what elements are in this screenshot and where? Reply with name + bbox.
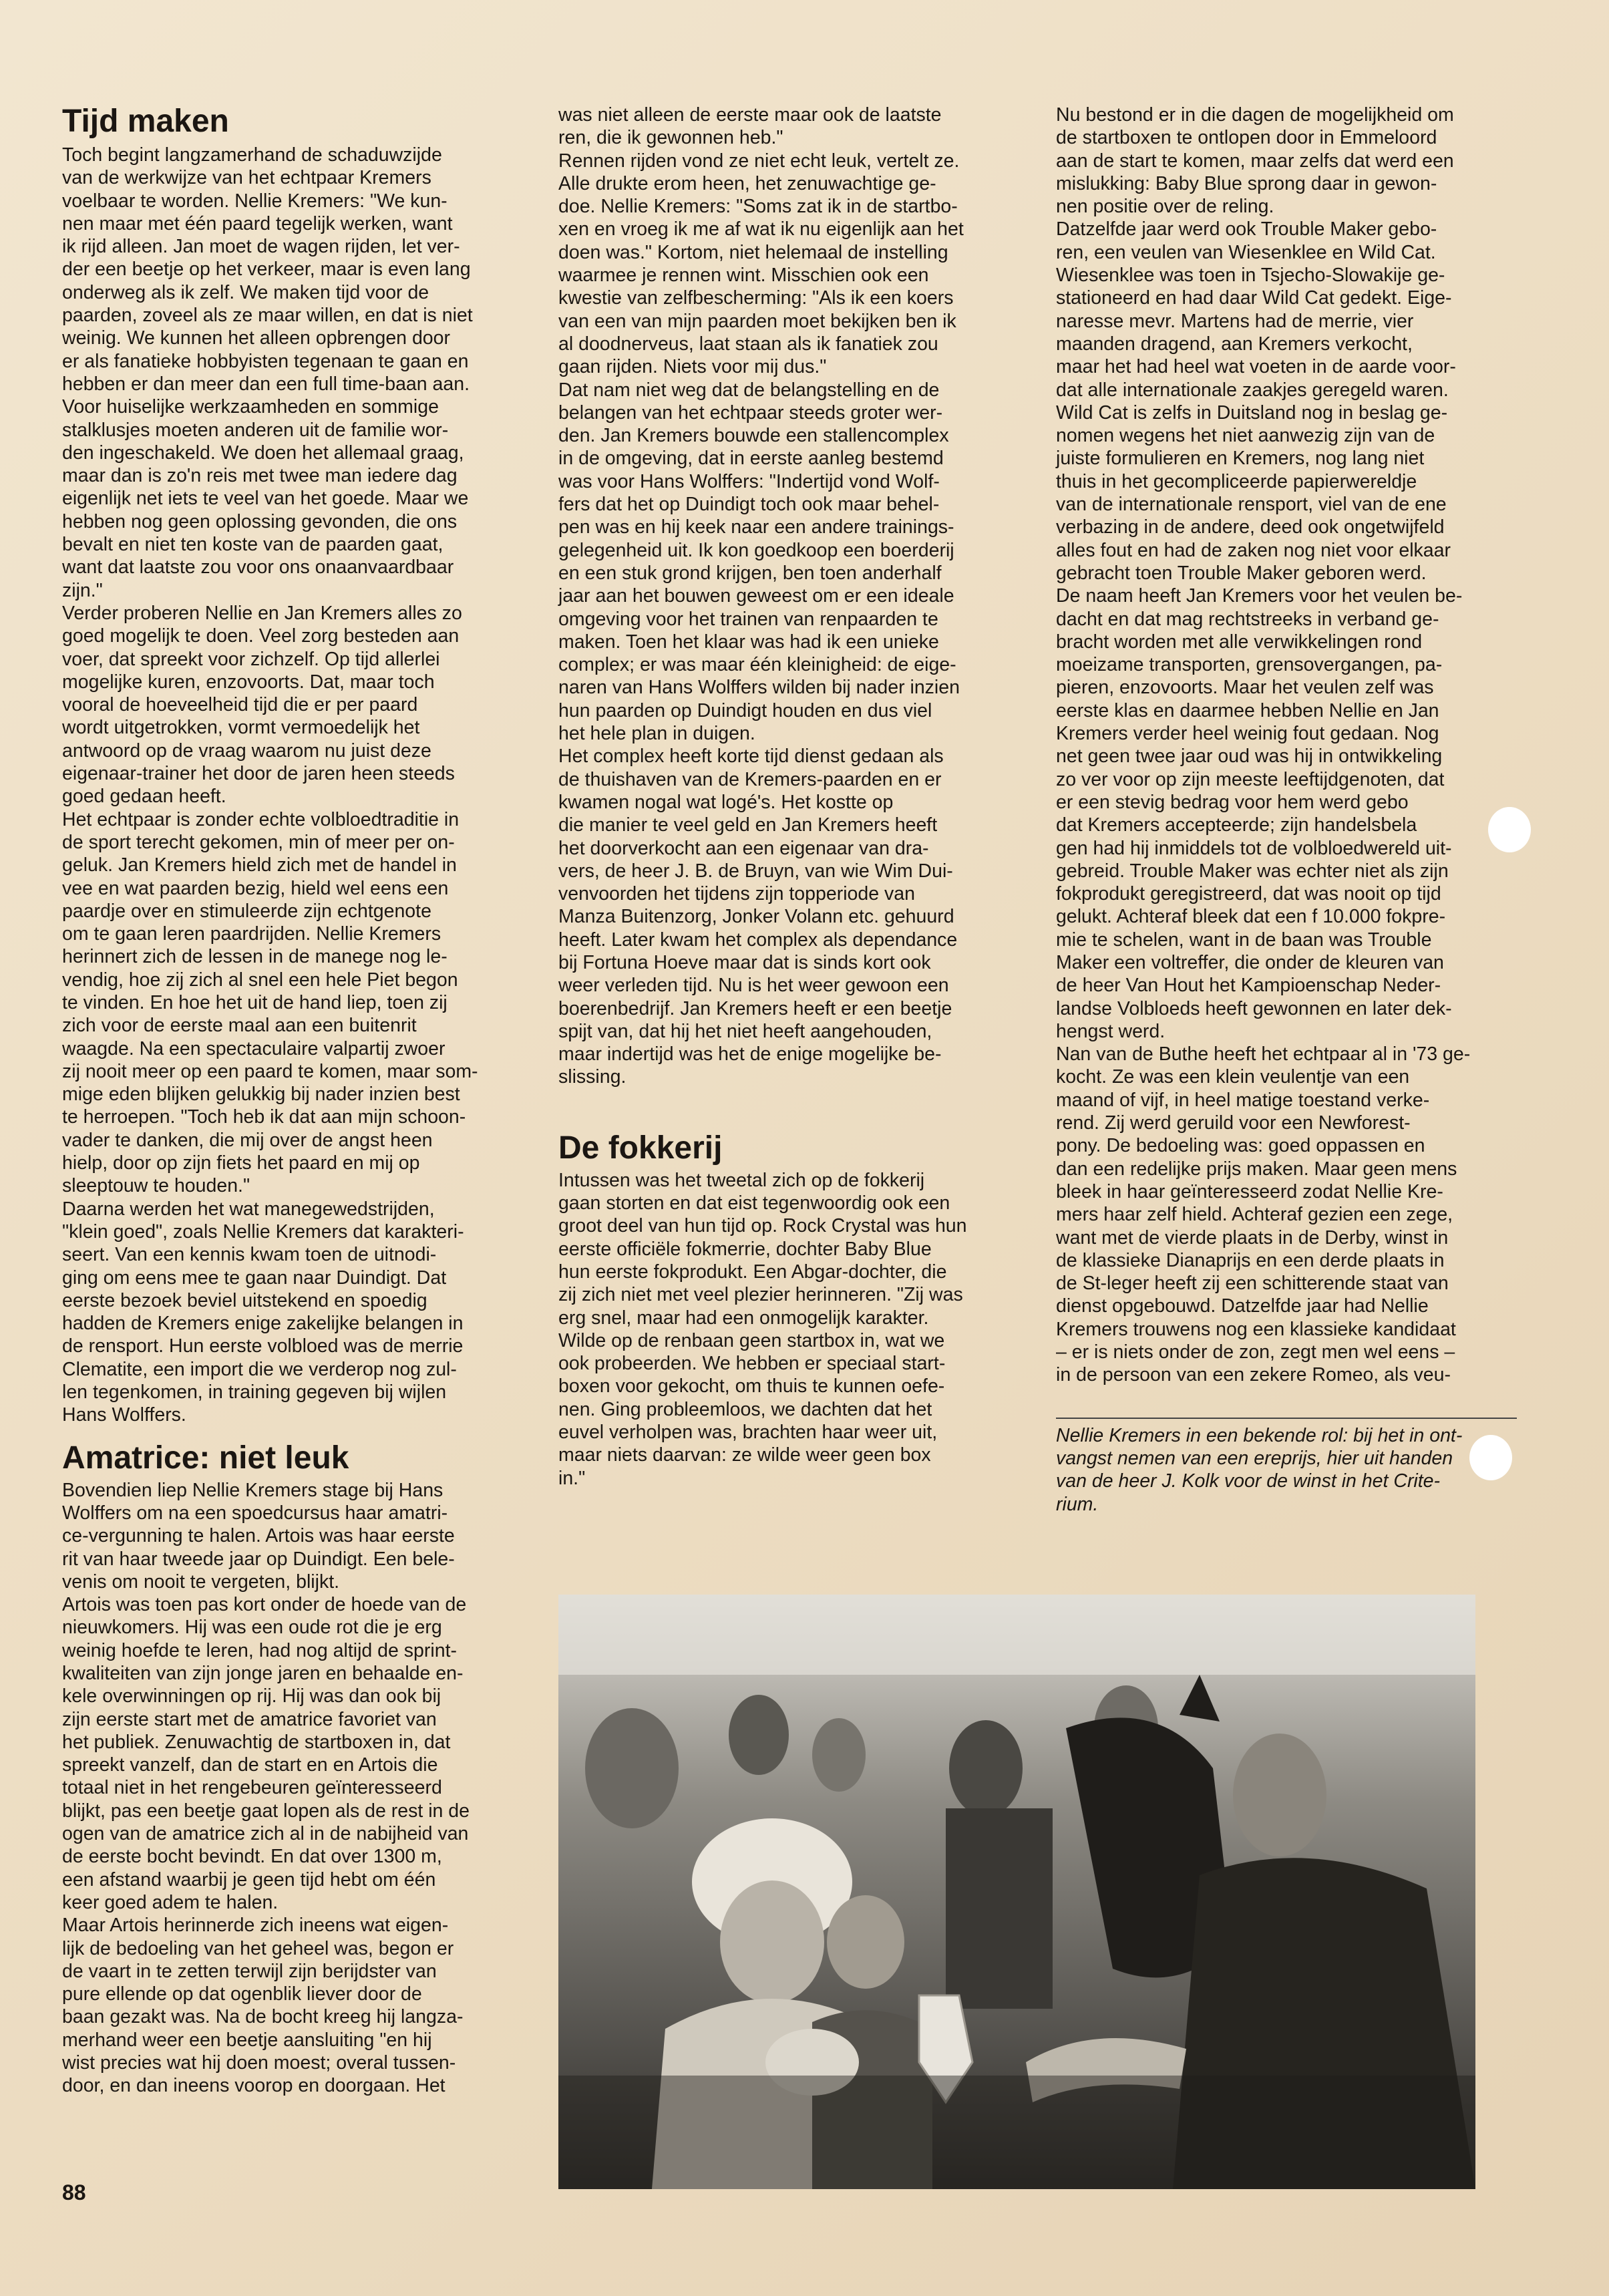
section-heading-fokkerij: De fokkerij bbox=[558, 1130, 723, 1166]
paragraph: Nu bestond er in die dagen de mogelijkheid om de startboxen te ontlopen door in Emmeloord aan de start te komen, maar zelfs dat werd een mislukking: Baby Blue sprong daar in gewon- nen positie over de reling. bbox=[1056, 104, 1454, 218]
page-number: 88 bbox=[62, 2180, 86, 2204]
text-column-middle bbox=[558, 104, 1049, 1490]
paragraph: Intussen was het tweetal zich op de fokkerij gaan storten en dat eist tegenwoordig ook een groot deel van hun tijd op. Rock Crystal was hun eerste officiële fokmerrie, dochter Baby Blue hun eerste fokprodukt. Een Abgar-dochter, die zij zich niet met veel plezier herinneren. "Zij was erg snel, maar had een onmogelijk karakter. Wilde op de renbaan geen startbox in, wat we ook probeerden. We hebben er speciaal start- boxen voor gekocht, om thuis te kunnen oefe- nen. Ging probleemloos, we dachten dat het euvel verholpen was, brachten haar weer uit, maar niets daarvan: ze wilde weer geen box in." bbox=[558, 1169, 967, 1489]
paragraph: Rennen rijden vond ze niet echt leuk, vertelt ze. Alle drukte erom heen, het zenuwachtige ge- doe. Nellie Kremers: "Soms zat ik in de startbo- xen en vroeg ik me af wat ik nu eigenlijk aan het doen was." Kortom, niet helemaal de instelling waarmee je rennen wint. Misschien ook een kwestie van zelfbescherming: "Als ik een koers van een van mijn paarden moet bekijken ben ik al doodnerveus, laat staan als ik fanatiek zou gaan rijden. Niets voor mij dus." bbox=[558, 150, 964, 378]
paragraph: Het echtpaar is zonder echte volbloedtraditie in de sport terecht gekomen, min of meer per on- geluk. Jan Kremers hield zich met de handel in vee en wat paarden bezig, hield wel eens een paardje over en stimuleerde zijn echtgenote om te gaan leren paardrijden. Nellie Kremers herinnert zich de lessen in de manege nog le- vendig, hoe zij zich al snel een hele Piet begon te vinden. En hoe het uit de hand liep, toen zij zich voor de eerste maal aan een buitenrit waagde. Na een spectaculaire valpartij zwoer zij nooit meer op een paard te komen, maar som- mige eden blijken gelukkig bij nader inzien best te herroepen. "Toch heb ik dat aan mijn schoon- vader te danken, die mij over de angst heen hielp, door op zijn fiets het paard en mij op sleeptouw te houden." bbox=[62, 808, 478, 1197]
photo-caption: Nellie Kremers in een bekende rol: bij het in ont- vangst nemen van een ereprijs, hier uit handen van de heer J. Kolk voor de winst in het Crite- rium. bbox=[1056, 1424, 1463, 1515]
caption-divider bbox=[1056, 1418, 1517, 1419]
paragraph: Datzelfde jaar werd ook Trouble Maker gebo- ren, een veulen van Wiesenklee en Wild Cat. Wiesenklee was toen in Tsjecho-Slowakije ge- stationeerd en had daar Wild Cat gedekt. Eige- naresse mevr. Martens had de merrie, vier maanden dragend, aan Kremers verkocht, maar het had heel wat voeten in de aarde voor- dat alle internationale zaakjes geregeld waren. Wild Cat is zelfs in Duitsland nog in beslag ge- nomen wegens het niet aanwezig zijn van de juiste formulieren en Kremers, nog lang niet thuis in het gecompliceerde papierwereldje van de internationale rensport, viel van de ene verbazing in de andere, deed ook ongetwijfeld alles fout en had de zaken nog niet voor elkaar gebracht toen Trouble Maker geboren werd. bbox=[1056, 218, 1456, 584]
paragraph: Nan van de Buthe heeft het echtpaar al in '73 ge- kocht. Ze was een klein veulentje van een maand of vijf, in heel matige toestand verke- rend. Zij werd geruild voor een Newforest- pony. De bedoeling was: goed oppassen en dan een redelijke prijs maken. Maar geen mens bleek in haar geïnteresseerd zodat Nellie Kre- mers haar zelf hield. Achteraf gezien een zege, want met de vierde plaats in de Derby, winst in de klassieke Dianaprijs en een derde plaats in de St-leger heeft zij een schitterende staat van dienst opgebouwd. Datzelfde jaar had Nellie Kremers trouwens nog een klassieke kandidaat – er is niets onder de zon, zegt men wel eens – in de persoon van een zekere Romeo, als veu- bbox=[1056, 1043, 1471, 1386]
paragraph: Dat nam niet weg dat de belangstelling en de belangen van het echtpaar steeds groter wer- den. Jan Kremers bouwde een stallencomplex in de omgeving, dat in eerste aanleg bestemd was voor Hans Wolffers: "Indertijd vond Wolf- fers dat het op Duindigt toch ook maar behel- pen was en hij keek naar een andere trainings- gelegenheid uit. Ik kon goedkoop een boerderij en een stuk grond krijgen, ben toen anderhalf jaar aan het bouwen geweest om er een ideale omgeving voor het trainen van renpaarden te maken. Toen het klaar was had ik een unieke complex; er was maar één kleinigheid: de eige- naren van Hans Wolffers wilden bij nader inzien hun paarden op Duindigt houden en dus viel het hele plan in duigen. bbox=[558, 379, 960, 745]
paragraph: was niet alleen de eerste maar ook de laatste ren, die ik gewonnen heb." bbox=[558, 104, 942, 149]
punch-hole bbox=[1488, 807, 1531, 852]
text-column-right bbox=[1056, 104, 1541, 1516]
paragraph: Artois was toen pas kort onder de hoede van de nieuwkomers. Hij was een oude rot die je erg weinig hoefde te leren, had nog altijd de sprint- kwaliteiten van zijn jonge jaren en behaalde en- kele overwinningen op rij. Hij was dan ook bij zijn eerste start met de amatrice favoriet van het publiek. Zenuwachtig de startboxen in, dat spreekt vanzelf, dan de start en en Artois die totaal niet in het rengebeuren geïnteresseerd blijkt, pas een beetje gaat lopen als de rest in de ogen van de amatrice zich al in de nabijheid van de eerste bocht bevindt. En dat over 1300 m, een afstand waarbij je geen tijd hebt om één keer goed adem te halen. bbox=[62, 1594, 470, 1913]
text-column-left bbox=[62, 104, 566, 2098]
section-heading-tijd-maken: Tijd maken bbox=[62, 104, 229, 139]
section-heading-amatrice: Amatrice: niet leuk bbox=[62, 1440, 349, 1476]
prize-ceremony-photo bbox=[558, 1595, 1475, 2189]
paragraph: Het complex heeft korte tijd dienst gedaan als de thuishaven van de Kremers-paarden en er kwamen nogal wat logé's. Het kostte op die manier te veel geld en Jan Kremers heeft het doorverkocht aan een eigenaar van dra- vers, de heer J. B. de Bruyn, van wie Wim Dui- venvoorden het tijdens zijn topperiode van Manza Buitenzorg, Jonker Volann etc. gehuurd heeft. Later kwam het complex als dependance bij Fortuna Hoeve maar dat is sinds kort ook weer verleden tijd. Nu is het weer gewoon een boerenbedrijf. Jan Kremers heeft er een beetje spijt van, dat hij het niet heeft aangehouden, maar indertijd was het de enige mogelijke be- slissing. bbox=[558, 746, 958, 1088]
paragraph: Verder proberen Nellie en Jan Kremers alles zo goed mogelijk te doen. Veel zorg besteden aan voer, dat spreekt voor zichzelf. Op tijd allerlei mogelijke kuren, enzovoorts. Dat, maar toch vooral de hoeveelheid tijd die er per paard wordt uitgetrokken, vormt vermoedelijk het antwoord op de vraag waarom nu juist deze eigenaar-trainer het door de jaren heen steeds goed gedaan heeft. bbox=[62, 602, 462, 808]
paragraph: Maar Artois herinnerde zich ineens wat eigen- lijk de bedoeling van het geheel was, begon er de vaart in te zetten terwijl zijn berijdster van pure ellende op dat ogenblik liever door de baan gezakt was. Na de bocht kreeg hij langza- merhand weer een beetje aansluiting "en hij wist precies wat hij doen moest; overal tussen- door, en dan ineens voorop en doorgaan. Het bbox=[62, 1915, 464, 2097]
paragraph: Toch begint langzamerhand de schaduwzijde van de werkwijze van het echtpaar Kremers voelbaar te worden. Nellie Kremers: "We kun- nen maar met één paard tegelijk werken, want ik rijd alleen. Jan moet de wagen rijden, let ver- der een beetje op het verkeer, maar is even lang onderweg als ik zelf. We maken tijd voor de paarden, zoveel als ze maar willen, en dat is niet weinig. We kunnen het alleen opbrengen door er als fanatieke hobbyisten tegenaan te gaan en hebben er dan meer dan een full time-baan aan. Voor huiselijke werkzaamheden en sommige stalklusjes moeten anderen uit de familie wor- den ingeschakeld. We doen het allemaal graag, maar dan is zo'n reis met twee man iedere dag eigenlijk net iets te veel van het goede. Maar we hebben nog geen oplossing gevonden, die ons bevalt en niet ten koste van de paarden gaat, want dat laatste zou voor ons onaanvaardbaar zijn." bbox=[62, 144, 473, 601]
punch-hole bbox=[1469, 1435, 1512, 1480]
photo-illustration bbox=[558, 1595, 1475, 2189]
paragraph: Bovendien liep Nellie Kremers stage bij Hans Wolffers om na een spoedcursus haar amatri- ce-vergunning te halen. Artois was haar eerste rit van haar tweede jaar op Duindigt. Een bele- venis om nooit te vergeten, blijkt. bbox=[62, 1479, 455, 1593]
paragraph: Daarna werden het wat manegewedstrijden, "klein goed", zoals Nellie Kremers dat karakteri- seert. Van een kennis kwam toen de uitnodi- ging om eens mee te gaan naar Duindigt. Dat eerste bezoek beviel uitstekend en spoedig hadden de Kremers enige zakelijke belangen in de rensport. Hun eerste volbloed was de merrie Clematite, een import die we verderop nog zul- len tegenkomen, in training gegeven bij wijlen Hans Wolffers. bbox=[62, 1198, 464, 1426]
paragraph: De naam heeft Jan Kremers voor het veulen be- dacht en dat mag rechtstreeks in verband ge- bracht worden met alle verwikkelingen rond moeizame transporten, grensovergangen, pa- pieren, enzovoorts. Maar het veulen zelf was eerste klas en daarmee hebben Nellie en Jan Kremers verder heel weinig fout gedaan. Nog net geen twee jaar oud was hij in ontwikkeling zo ver voor op zijn meeste leeftijdgenoten, dat er een stevig bedrag voor hem werd gebo dat Kremers accepteerde; zijn handelsbela gen had hij inmiddels tot de volbloedwereld uit- gebreid. Trouble Maker was echter niet als zijn fokprodukt geregistreerd, dat was nooit op tijd gelukt. Achteraf bleek dat een f 10.000 fokpre- mie te schelen, want in de baan was Trouble Maker een voltreffer, die onder de kleuren van de heer Van Hout het Kampioenschap Neder- landse Volbloeds heeft gewonnen en later dek- hengst werd. bbox=[1056, 585, 1463, 1042]
